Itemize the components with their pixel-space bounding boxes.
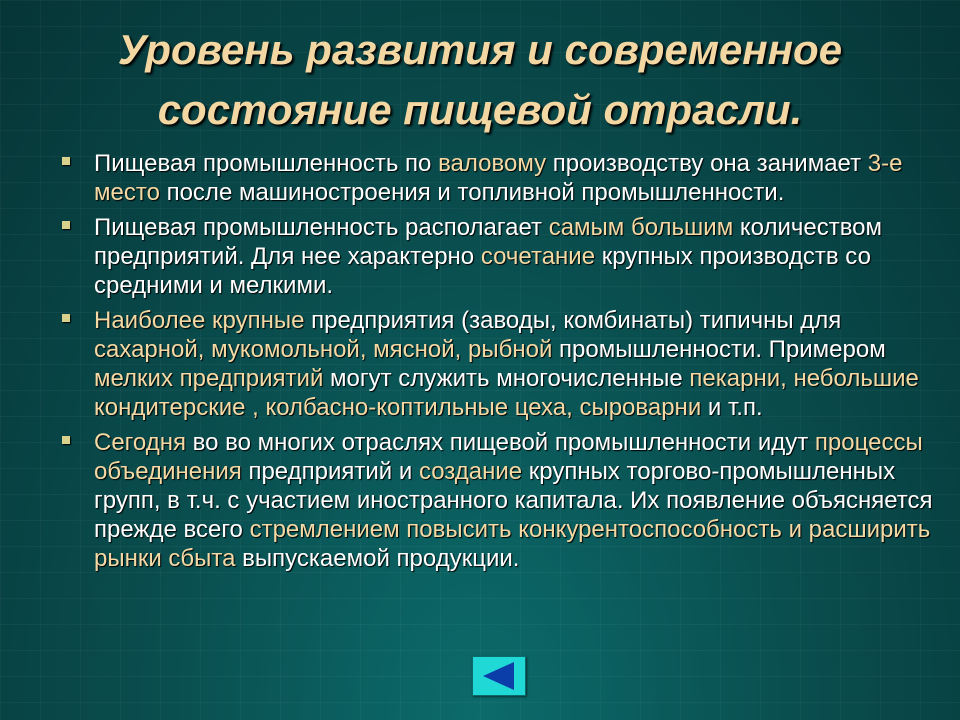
highlighted-text: сахарной, мукомольной, мясной, рыбной [94,336,553,363]
bullet-text: выпускаемой продукции. [235,545,520,572]
bullet-item [58,428,938,573]
highlighted-text: Наиболее крупные [94,307,305,334]
highlighted-text: пекарни, небольшие кондитерские , колбасно-коптильные цеха, сыроварни [94,365,919,421]
highlighted-text: стремлением повысить конкурентоспособность и расширить рынки сбыта [94,516,931,572]
bullet-text: производству она занимает [546,150,868,177]
bullet-text: Пищевая промышленность по [94,150,439,177]
highlighted-text: Сегодня [94,429,186,456]
title-line-1: Уровень развития и современное [117,26,843,73]
bullet-square-icon [62,157,70,165]
bullet-text: и т.п. [701,394,763,421]
highlighted-text: сочетание [480,243,596,270]
bullet-square-icon [62,221,70,229]
bullet-item [58,213,938,300]
bullet-text: количеством предприятий. Для нее характерно [94,214,883,270]
bullet-text: после машиностроения и топливной промышленности. [159,179,785,206]
bullet-text: предприятий и [241,458,419,485]
bullet-item [58,149,938,207]
bullet-text: во во многих отраслях пищевой промышленности идут [185,429,815,456]
back-button[interactable] [472,656,526,696]
highlighted-text: самым большим [548,214,734,241]
highlighted-text: создание [418,458,523,485]
highlighted-text: валовому [438,150,547,177]
bullet-item [58,306,938,422]
bullet-text: Пищевая промышленность располагает [94,214,549,241]
slide-title [40,20,920,140]
title-line-2: состояние пищевой отрасли. [157,86,803,133]
bullet-text: крупных торгово-промышленных групп, в т.ч. с участием иностранного капитала. Их появление объясняется прежде всего [94,458,933,543]
back-arrow-icon [473,657,525,695]
bullet-square-icon [62,436,70,444]
bullet-text: крупных производств со средними и мелкими. [94,243,871,299]
bullet-list [58,149,938,579]
bullet-square-icon [62,314,70,322]
highlighted-text: 3-е место [94,150,903,206]
bullet-text: промышленности. Примером [552,336,886,363]
highlighted-text: мелких предприятий [94,365,324,392]
bullet-text: могут служить многочисленные [323,365,690,392]
highlighted-text: процессы объединения [94,429,923,485]
bullet-text: предприятия (заводы, комбинаты) типичны для [304,307,842,334]
